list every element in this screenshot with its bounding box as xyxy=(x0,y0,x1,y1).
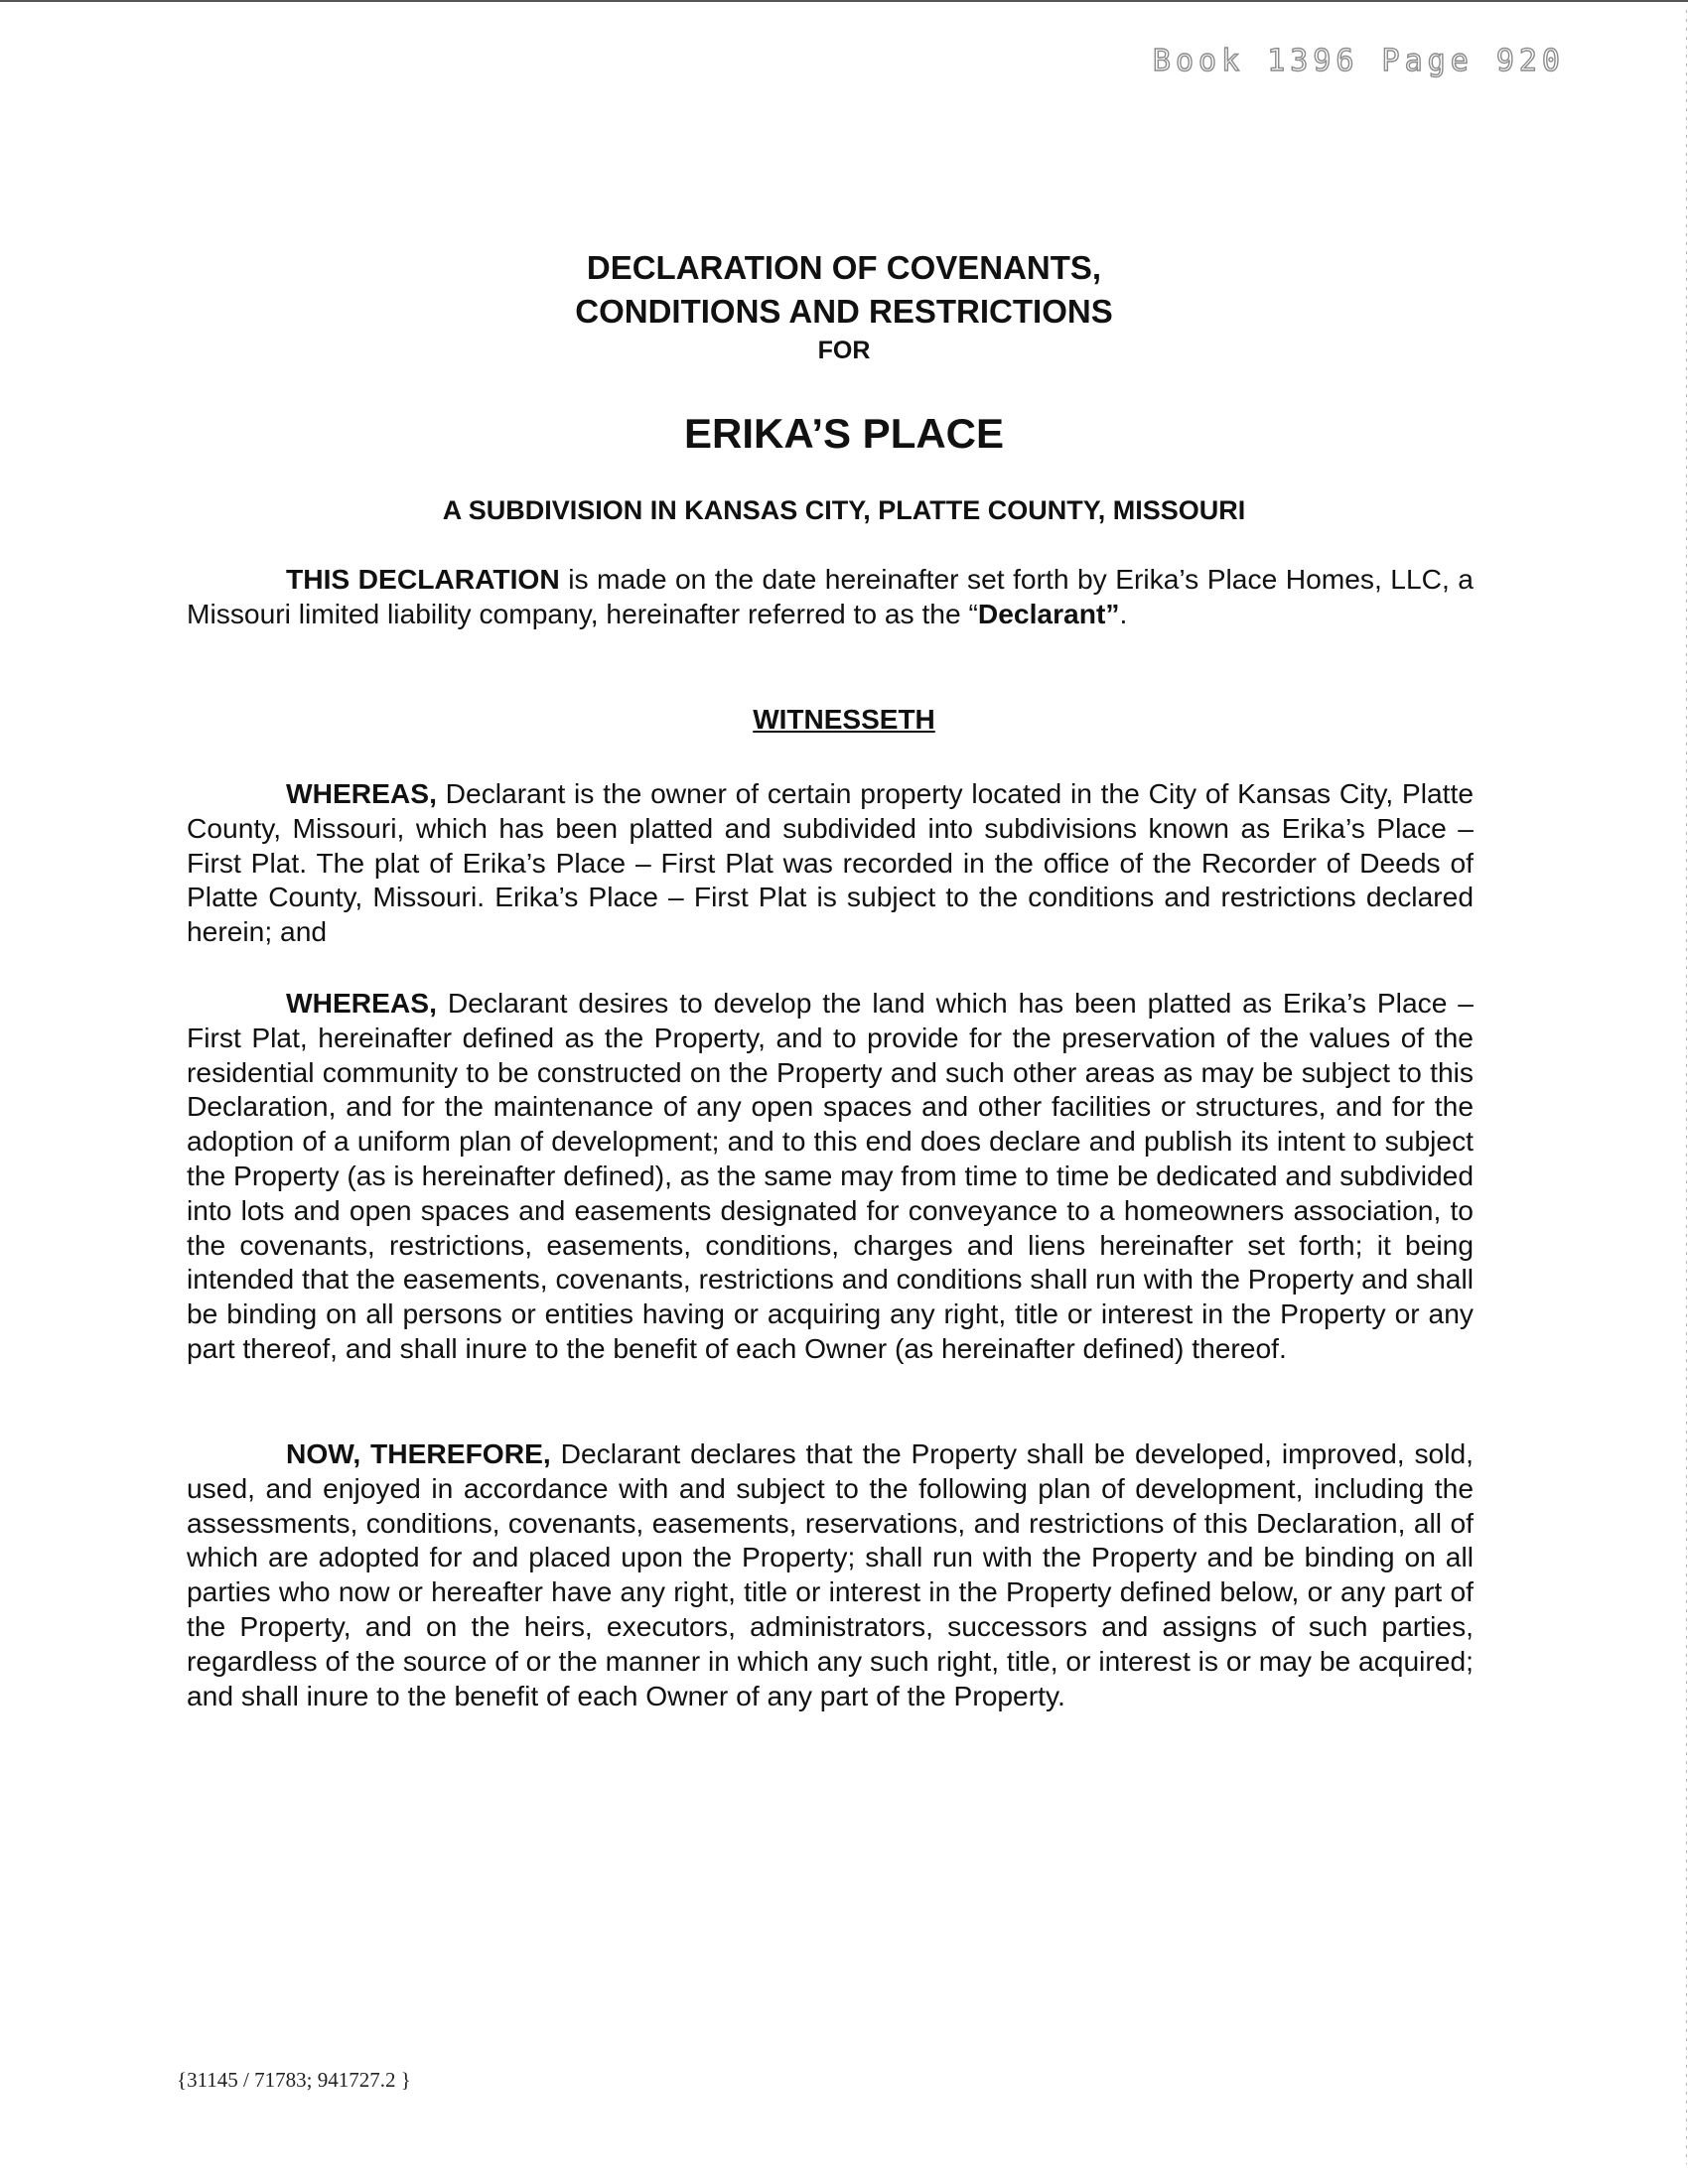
whereas-paragraph-1 xyxy=(187,776,1474,949)
subdivision-location: A SUBDIVISION IN KANSAS CITY, PLATTE COUNTY, MISSOURI xyxy=(442,495,1246,525)
whereas-paragraph-2 xyxy=(187,986,1474,1366)
whereas-1-text: Declarant is the owner of certain property located in the City of Kansas City, Platte County, Missouri, which has been platted and subdivided into subdivisions known as Erika’s Place – First Plat. The plat of Erika’s Place – First Plat was recorded in the office of the Recorder of Deeds of Platte County, Missouri. Erika’s Place – First Plat is subject to the conditions and restrictions declared herein; and xyxy=(187,777,1474,948)
document-id-footer: {31145 / 71783; 941727.2 } xyxy=(177,2068,411,2092)
whereas-1-lead: WHEREAS, xyxy=(286,777,437,809)
heading-line-1: DECLARATION OF COVENANTS, xyxy=(586,249,1102,286)
intro-end: . xyxy=(1119,597,1128,629)
intro-paragraph xyxy=(187,562,1474,631)
now-therefore-paragraph xyxy=(187,1436,1474,1712)
heading-line-2: CONDITIONS AND RESTRICTIONS xyxy=(575,293,1113,330)
intro-lead: THIS DECLARATION xyxy=(286,563,560,595)
whereas-2-lead: WHEREAS, xyxy=(286,987,437,1019)
whereas-2-text: Declarant desires to develop the land which has been platted as Erika’s Place – First Plat, hereinafter defined as the Property, and to provide for the preservation of the values of the residential community to be constructed on the Property and such other areas as may be subject to this Declaration, and for the maintenance of any open spaces and other facilities or structures, and for the adoption of a uniform plan of development; and to this end does declare and publish its intent to subject the Property (as is hereinafter defined), as the same may from time to time be dedicated and subdivided into lots and open spaces and easements designated for conveyance to a homeowners association, to the covenants, restrictions, easements, conditions, charges and liens hereinafter set forth; it being intended that the easements, covenants, restrictions and conditions shall run with the Property and shall be binding on all persons or entities having or acquiring any right, title or interest in the Property or any part thereof, and shall inure to the benefit of each Owner (as hereinafter defined) thereof. xyxy=(187,987,1474,1364)
declarant-term: Declarant” xyxy=(977,597,1120,629)
scan-top-border xyxy=(0,0,1688,2)
subdivision-name: ERIKA’S PLACE xyxy=(683,410,1005,457)
heading-for: FOR xyxy=(817,337,871,364)
intro-text: is made on the date hereinafter set forth by Erika’s Place Homes, LLC, a Missouri limited liability company, hereinafter referred to as the “ xyxy=(187,563,1474,629)
book-page-stamp: Book 1396 Page 920 xyxy=(1152,44,1565,78)
now-therefore-text: Declarant declares that the Property shall be developed, improved, sold, used, and enjoyed in accordance with and subject to the following plan of development, including the assessments, conditions, covenants, easements, reservations, and restrictions of this Declaration, all of which are adopted for and placed upon the Property; shall run with the Property and be binding on all parties who now or hereafter have any right, title or interest in the Property defined below, or any part of the Property, and on the heirs, executors, administrators, successors and assigns of such parties, regardless of the source of or the manner in which any such right, title, or interest is or may be acquired; and shall inure to the benefit of each Owner of any part of the Property. xyxy=(187,1437,1475,1711)
witnesseth-heading: WITNESSETH xyxy=(753,704,935,735)
now-therefore-lead: NOW, THEREFORE, xyxy=(286,1437,551,1469)
document-heading xyxy=(0,246,1688,367)
